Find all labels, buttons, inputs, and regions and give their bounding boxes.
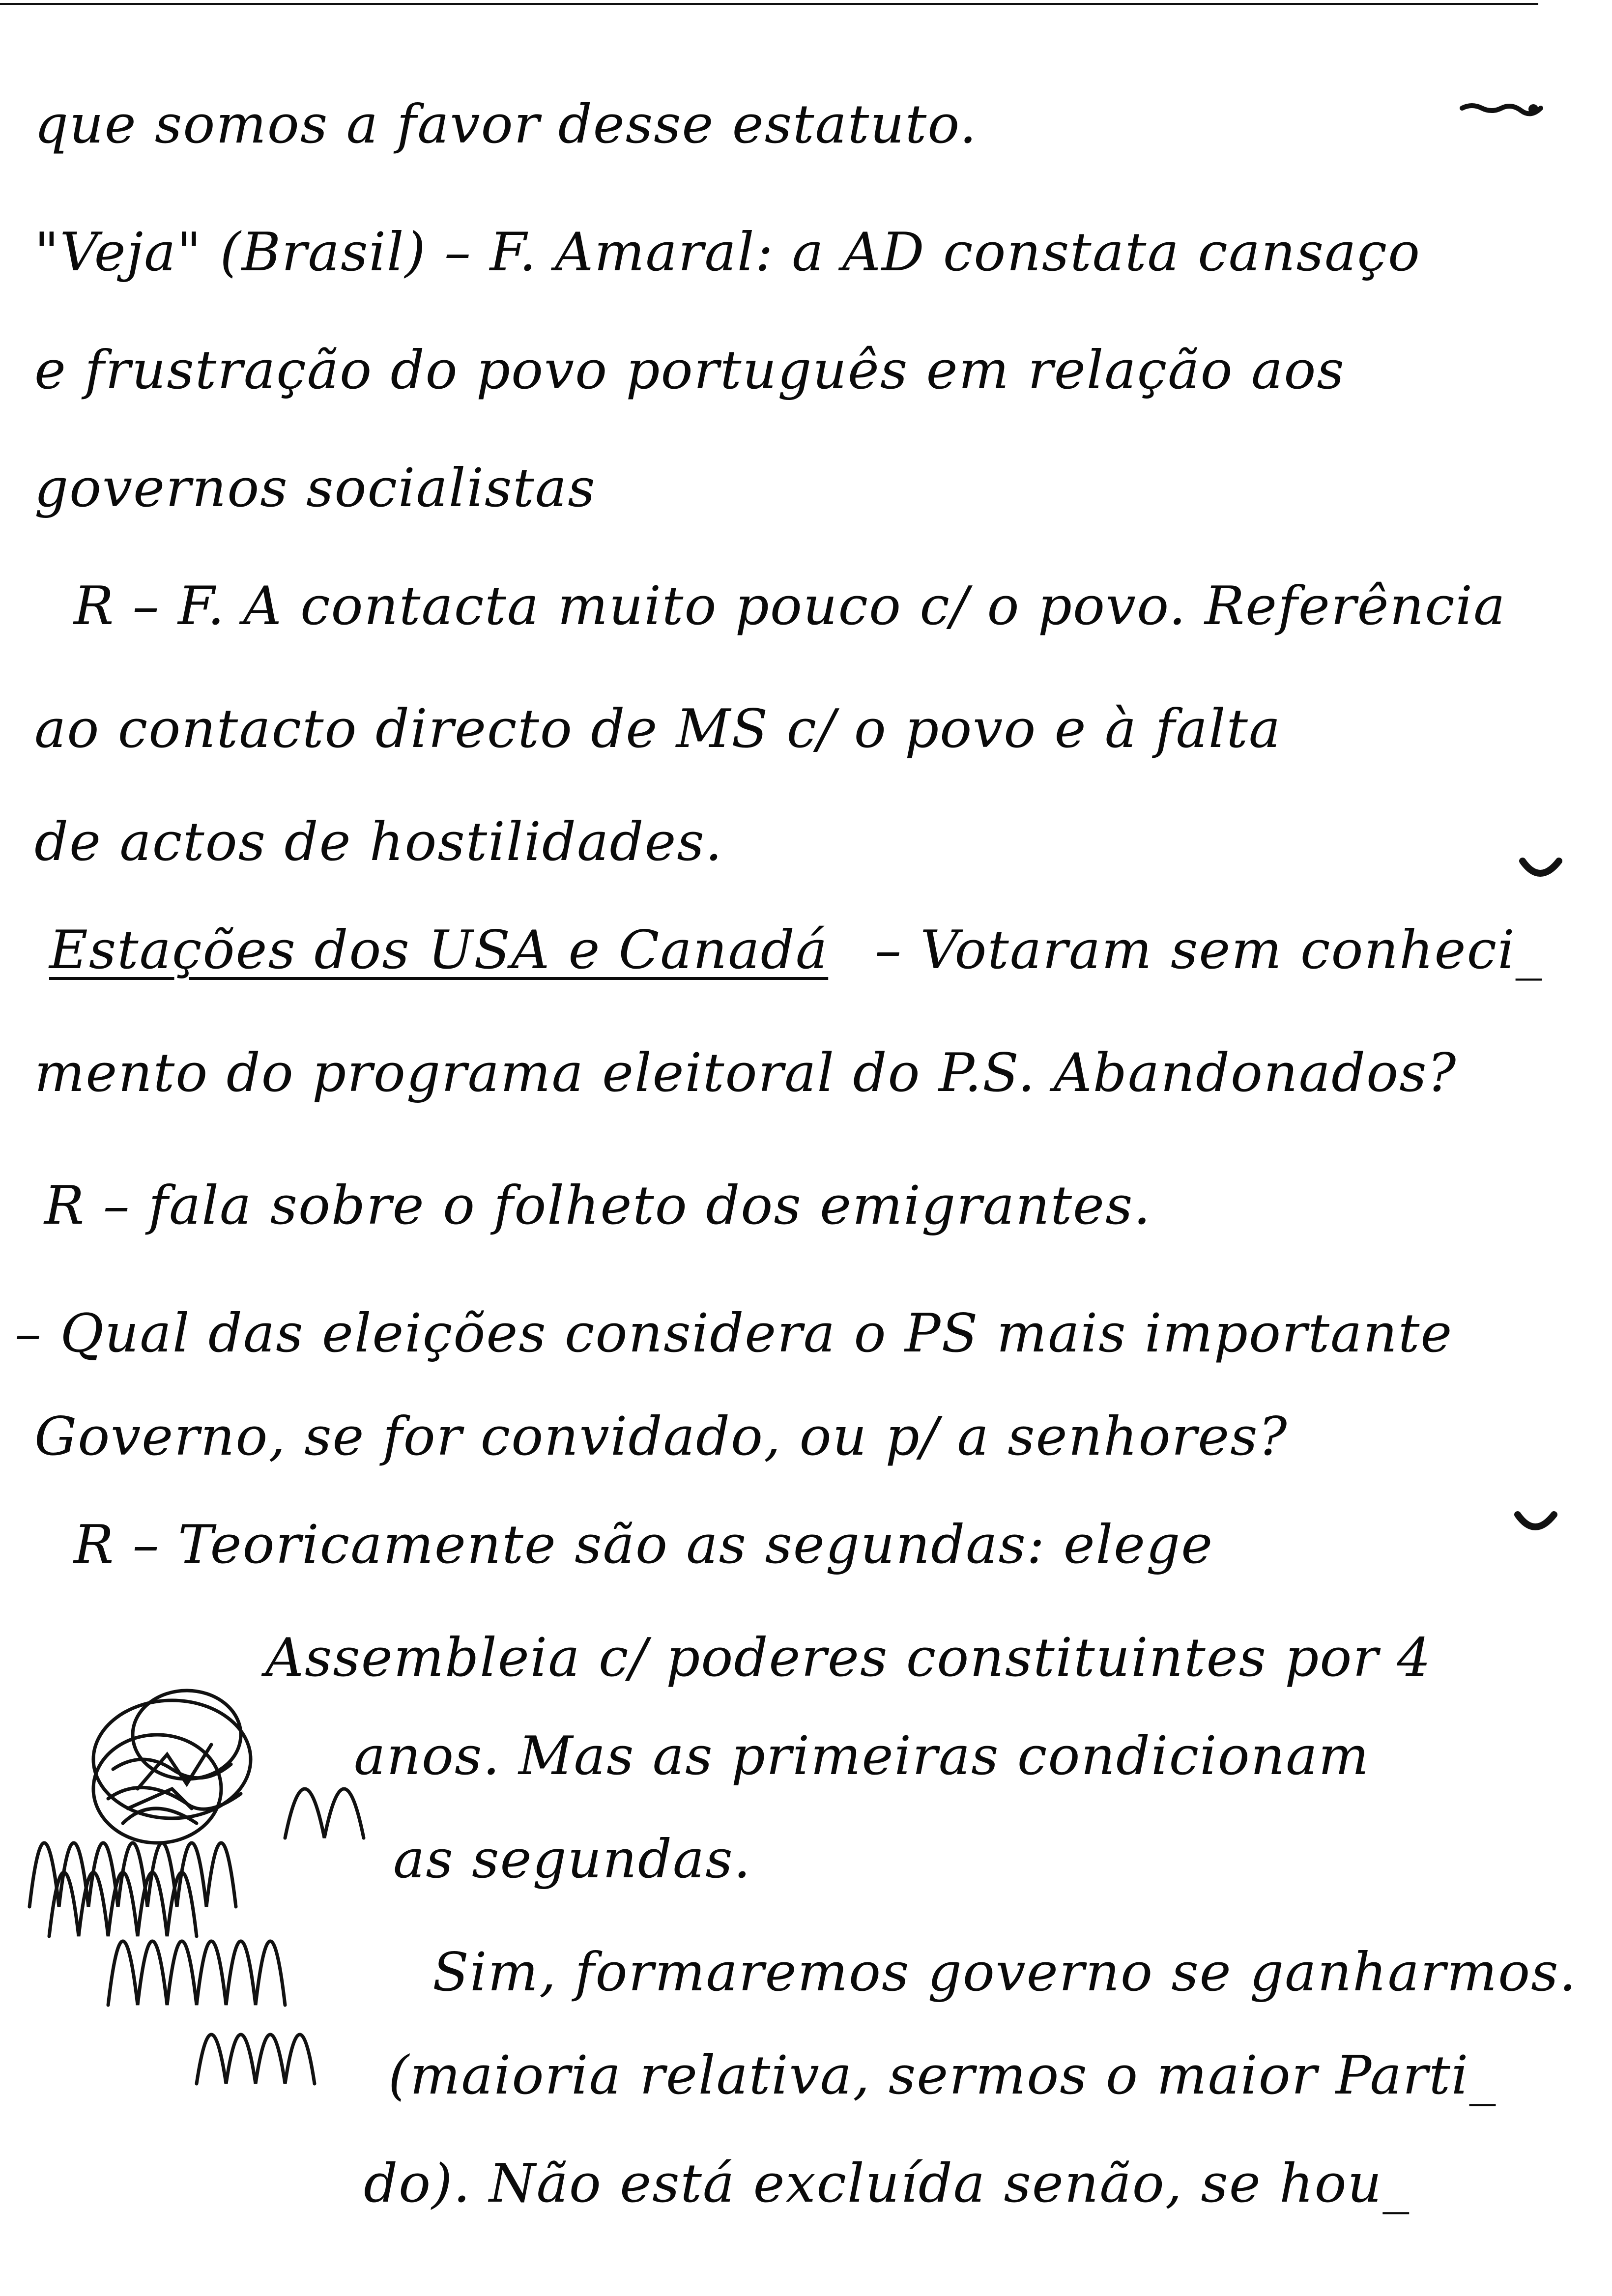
text-line-15: anos. Mas as primeiras condicionam [354,1725,1370,1787]
text-line-10: R – fala sobre o folheto dos emigrantes. [44,1175,1151,1236]
text-line-8b: – Votaram sem conheci_ [875,919,1543,981]
check-mark-icon [1514,1509,1558,1538]
text-line-5: R – F. A contacta muito pouco c/ o povo. Referência [74,575,1506,637]
text-line-13: R – Teoricamente são as segundas: elege [74,1514,1214,1576]
text-line-14: Assembleia c/ poderes constituintes por 4 [265,1627,1432,1689]
text-line-12: Governo, se for convidado, ou p/ a senhores? [34,1406,1288,1467]
margin-scribble-doodle [10,1661,403,2103]
text-line-16: as segundas. [393,1829,752,1890]
text-line-7: de actos de hostilidades. [34,811,723,873]
section-heading: Estações dos USA e Canadá [49,919,829,981]
text-line-3: e frustração do povo português em relação aos [34,340,1345,401]
text-line-18: (maioria relativa, sermos o maior Parti_ [388,2045,1497,2106]
text-line-17: Sim, formaremos governo se ganharmos. [432,1942,1577,2003]
text-line-9: mento do programa eleitoral do P.S. Abandonados? [34,1042,1457,1104]
check-mark-icon [1519,855,1563,885]
text-line-1: que somos a favor desse estatuto. [34,94,978,155]
top-rule [0,3,1538,5]
text-line-11: – Qual das eleições considera o PS mais importante [15,1303,1453,1364]
text-line-2: "Veja" (Brasil) – F. Amaral: a AD constata cansaço [34,222,1421,283]
text-line-6: ao contacto directo de MS c/ o povo e à falta [34,698,1282,760]
text-line-4: governos socialistas [34,458,596,519]
ink-squiggle-mark [1460,93,1558,123]
text-line-19: do). Não está excluída senão, se hou_ [364,2153,1410,2214]
